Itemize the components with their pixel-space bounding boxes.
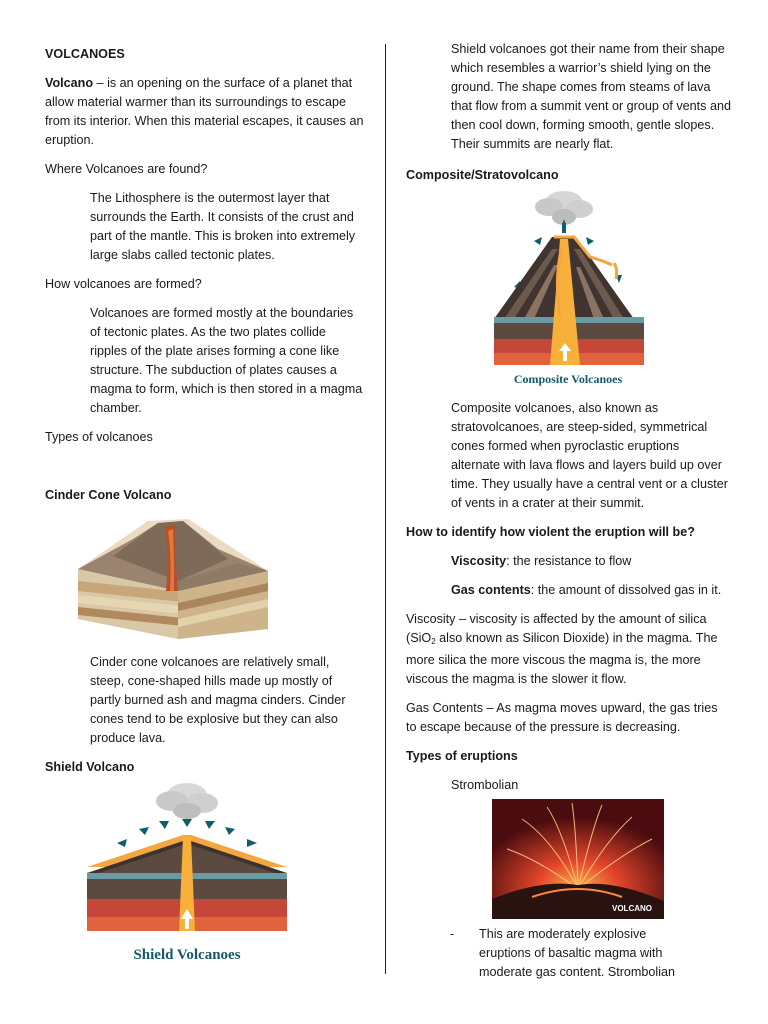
photo-label: VOLCANO bbox=[612, 904, 652, 913]
composite-text: Composite volcanoes, also known as stratovolcanoes, are steep-sided, symmetrical cones formed when pyroclastic eruptions alternate with lava flows and layers build up over time. They usually have a central vent or a cluster of vents in a crater at their summit. bbox=[451, 401, 728, 510]
viscosity-def-text: : the resistance to flow bbox=[506, 554, 632, 568]
how-question: How volcanoes are formed? bbox=[45, 277, 202, 291]
cinder-heading: Cinder Cone Volcano bbox=[45, 488, 172, 502]
cinder-text: Cinder cone volcanoes are relatively small, steep, cone-shaped hills made up mostly of partly burned ash and magma cinders. Cinder cones tend to be explosive but they can also produce lava. bbox=[90, 655, 346, 745]
viscosity-p1: Viscosity – viscosity is affected by the amount of silica (SiO bbox=[406, 612, 707, 645]
eruption-types-heading: Types of eruptions bbox=[406, 749, 518, 763]
shield-text: Shield volcanoes got their name from their shape which resembles a warrior’s shield lying on the ground. The shape comes from steams of lava that flow from a summit vent or group of vents and then cool down, forming smooth, gentle slopes. Their summits are nearly flat. bbox=[451, 42, 731, 151]
viscosity-p2: also known as Silicon Dioxide) in the magma. The more silica the more viscous the magma is, the more viscous the magma is the slower it flow. bbox=[406, 631, 718, 686]
types-of-volcanoes: Types of volcanoes bbox=[45, 430, 153, 444]
strombolian-label: Strombolian bbox=[451, 778, 519, 792]
strombolian-description: This are moderately explosive eruptions of basaltic magma with moderate gas content. Strombolian bbox=[479, 927, 676, 979]
how-answer: Volcanoes are formed mostly at the boundaries of tectonic plates. As the two plates collide ripples of the plate arises forming a cone like structure. The subduction of plates causes a magma to form, which is then stored in a magma chamber. bbox=[90, 306, 363, 415]
composite-heading: Composite/Stratovolcano bbox=[406, 168, 559, 182]
cinder-cone-illustration bbox=[78, 511, 268, 641]
viscosity-paragraph bbox=[406, 610, 731, 689]
shield-heading: Shield Volcano bbox=[45, 760, 135, 774]
viscosity-definition bbox=[451, 552, 731, 571]
strombolian-bullet bbox=[406, 925, 731, 982]
page-title: VOLCANOES bbox=[45, 47, 125, 61]
gas-term: Gas contents bbox=[451, 583, 531, 597]
viscosity-term: Viscosity bbox=[451, 554, 507, 568]
shield-caption: Shield Volcanoes bbox=[133, 947, 241, 963]
volcano-def-text: – is an opening on the surface of a planet that allow material warmer than its surroundings to escape from its interior. When this material escapes, it causes an eruption. bbox=[45, 76, 364, 147]
volcano-definition bbox=[45, 74, 365, 150]
strombolian-photo bbox=[492, 799, 664, 919]
where-answer: The Lithosphere is the outermost layer that surrounds the Earth. It consists of the crust and part of the mantle. This is broken into extremely large slabs called tectonic plates. bbox=[90, 191, 356, 262]
right-column bbox=[406, 40, 731, 982]
gas-paragraph: Gas Contents – As magma moves upward, the gas tries to escape because of the pressure is decreasing. bbox=[406, 701, 718, 734]
left-column bbox=[45, 40, 365, 971]
gas-def-text: : the amount of dissolved gas in it. bbox=[530, 583, 722, 597]
where-question: Where Volcanoes are found? bbox=[45, 162, 208, 176]
volcano-term: Volcano bbox=[45, 76, 94, 90]
composite-volcano-illustration bbox=[494, 187, 644, 387]
column-divider bbox=[385, 44, 386, 974]
composite-caption: Composite Volcanoes bbox=[513, 372, 623, 386]
viscosity-subscript: 2 bbox=[431, 637, 436, 646]
gas-definition bbox=[451, 581, 731, 600]
shield-volcano-illustration bbox=[87, 781, 287, 971]
bullet-dash: - bbox=[450, 927, 455, 941]
violent-heading: How to identify how violent the eruption will be? bbox=[406, 525, 695, 539]
